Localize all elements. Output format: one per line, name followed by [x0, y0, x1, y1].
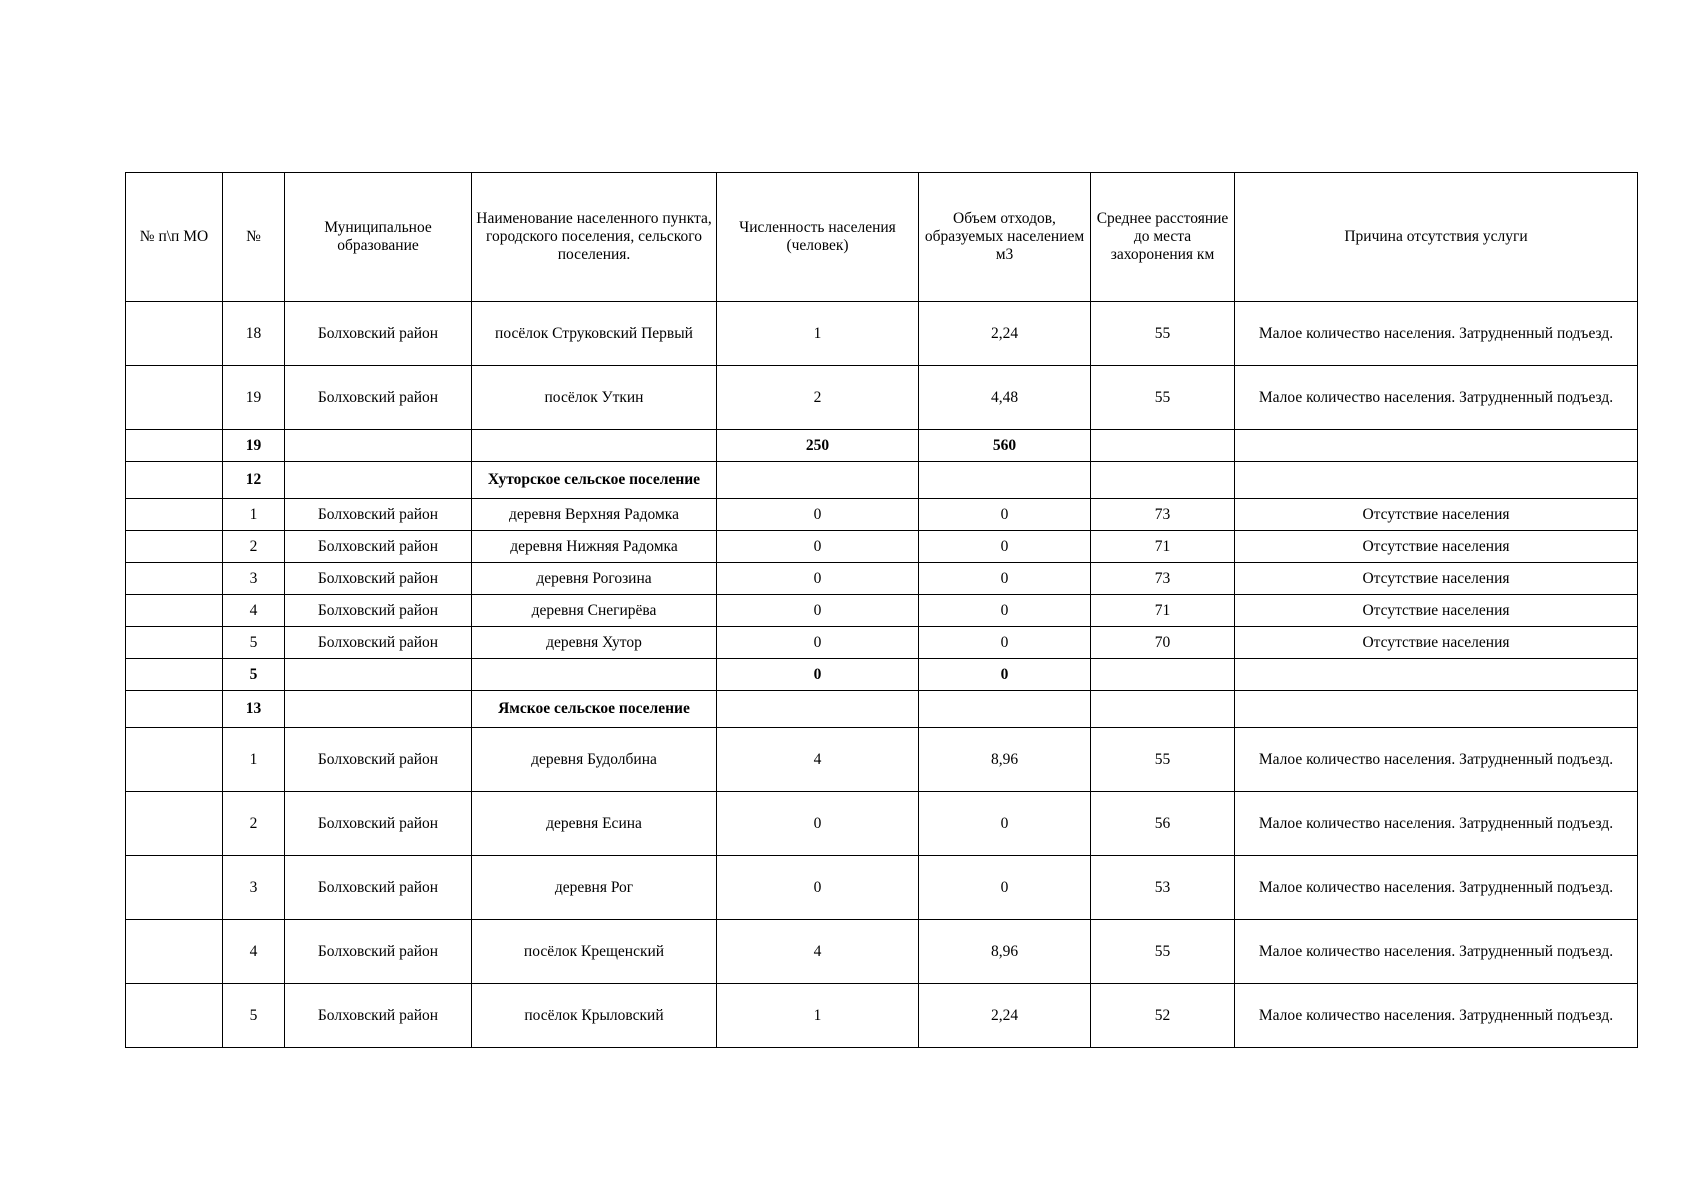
table-row	[126, 627, 1638, 659]
cell-settlement: посёлок Крыловский	[472, 984, 717, 1048]
table-row	[126, 595, 1638, 627]
table-row	[126, 302, 1638, 366]
cell-reason: Отсутствие населения	[1235, 595, 1638, 627]
cell-reason: Отсутствие населения	[1235, 499, 1638, 531]
cell-distance: 73	[1091, 563, 1235, 595]
cell-settlement: Ямское сельское поселение	[472, 691, 717, 728]
cell-mo-number	[126, 627, 223, 659]
cell-number: 1	[223, 499, 285, 531]
cell-number: 19	[223, 366, 285, 430]
cell-settlement: деревня Есина	[472, 792, 717, 856]
cell-population: 4	[717, 728, 919, 792]
cell-municipality: Болховский район	[285, 531, 472, 563]
cell-municipality: Болховский район	[285, 984, 472, 1048]
cell-reason: Малое количество населения. Затрудненный подъезд.	[1235, 792, 1638, 856]
cell-distance	[1091, 430, 1235, 462]
cell-distance: 55	[1091, 366, 1235, 430]
cell-reason	[1235, 462, 1638, 499]
cell-waste-volume: 2,24	[919, 984, 1091, 1048]
cell-number: 5	[223, 627, 285, 659]
cell-municipality: Болховский район	[285, 627, 472, 659]
cell-municipality: Болховский район	[285, 499, 472, 531]
cell-waste-volume: 4,48	[919, 366, 1091, 430]
cell-reason: Малое количество населения. Затрудненный подъезд.	[1235, 302, 1638, 366]
cell-mo-number	[126, 691, 223, 728]
section-row	[126, 462, 1638, 499]
cell-number: 12	[223, 462, 285, 499]
cell-mo-number	[126, 430, 223, 462]
cell-waste-volume: 0	[919, 499, 1091, 531]
cell-distance	[1091, 691, 1235, 728]
document-page	[125, 172, 1637, 1048]
table-row	[126, 984, 1638, 1048]
header-number: №	[223, 173, 285, 302]
cell-distance: 70	[1091, 627, 1235, 659]
cell-number: 4	[223, 920, 285, 984]
header-municipality: Муниципальное образование	[285, 173, 472, 302]
cell-mo-number	[126, 984, 223, 1048]
cell-number: 3	[223, 563, 285, 595]
cell-mo-number	[126, 531, 223, 563]
cell-settlement: деревня Снегирёва	[472, 595, 717, 627]
cell-number: 2	[223, 531, 285, 563]
cell-waste-volume: 0	[919, 531, 1091, 563]
cell-distance: 71	[1091, 531, 1235, 563]
cell-municipality: Болховский район	[285, 856, 472, 920]
waste-service-table	[125, 172, 1638, 1048]
cell-mo-number	[126, 659, 223, 691]
subtotal-row	[126, 430, 1638, 462]
subtotal-row	[126, 659, 1638, 691]
cell-population: 0	[717, 563, 919, 595]
cell-waste-volume: 8,96	[919, 920, 1091, 984]
table-row	[126, 531, 1638, 563]
cell-population: 0	[717, 856, 919, 920]
cell-distance: 53	[1091, 856, 1235, 920]
table-row	[126, 856, 1638, 920]
cell-waste-volume: 0	[919, 563, 1091, 595]
cell-settlement: деревня Нижняя Радомка	[472, 531, 717, 563]
cell-waste-volume: 0	[919, 659, 1091, 691]
cell-population	[717, 691, 919, 728]
cell-municipality: Болховский район	[285, 792, 472, 856]
cell-settlement: деревня Будолбина	[472, 728, 717, 792]
cell-number: 18	[223, 302, 285, 366]
cell-municipality: Болховский район	[285, 920, 472, 984]
cell-mo-number	[126, 856, 223, 920]
cell-reason: Малое количество населения. Затрудненный подъезд.	[1235, 920, 1638, 984]
cell-population: 0	[717, 531, 919, 563]
cell-distance: 55	[1091, 920, 1235, 984]
cell-waste-volume: 2,24	[919, 302, 1091, 366]
cell-mo-number	[126, 499, 223, 531]
header-reason: Причина отсутствия услуги	[1235, 173, 1638, 302]
cell-mo-number	[126, 563, 223, 595]
section-row	[126, 691, 1638, 728]
cell-number: 19	[223, 430, 285, 462]
cell-number: 1	[223, 728, 285, 792]
cell-mo-number	[126, 462, 223, 499]
cell-number: 3	[223, 856, 285, 920]
cell-waste-volume: 8,96	[919, 728, 1091, 792]
cell-waste-volume	[919, 462, 1091, 499]
cell-mo-number	[126, 728, 223, 792]
cell-population: 0	[717, 627, 919, 659]
cell-settlement	[472, 659, 717, 691]
cell-number: 4	[223, 595, 285, 627]
cell-reason: Малое количество населения. Затрудненный подъезд.	[1235, 856, 1638, 920]
cell-population: 1	[717, 302, 919, 366]
cell-municipality: Болховский район	[285, 728, 472, 792]
table-row	[126, 728, 1638, 792]
cell-mo-number	[126, 366, 223, 430]
cell-distance: 56	[1091, 792, 1235, 856]
cell-mo-number	[126, 595, 223, 627]
cell-population: 4	[717, 920, 919, 984]
cell-number: 5	[223, 984, 285, 1048]
cell-distance	[1091, 659, 1235, 691]
cell-population: 0	[717, 792, 919, 856]
cell-municipality: Болховский район	[285, 302, 472, 366]
cell-population: 0	[717, 659, 919, 691]
cell-number: 13	[223, 691, 285, 728]
cell-waste-volume: 0	[919, 627, 1091, 659]
cell-settlement: деревня Хутор	[472, 627, 717, 659]
cell-number: 5	[223, 659, 285, 691]
cell-mo-number	[126, 302, 223, 366]
cell-population: 0	[717, 499, 919, 531]
cell-mo-number	[126, 920, 223, 984]
header-waste-volume: Объем отходов, образуемых населением м3	[919, 173, 1091, 302]
cell-population: 2	[717, 366, 919, 430]
cell-population	[717, 462, 919, 499]
cell-reason: Отсутствие населения	[1235, 531, 1638, 563]
cell-settlement: деревня Рог	[472, 856, 717, 920]
cell-reason: Малое количество населения. Затрудненный подъезд.	[1235, 984, 1638, 1048]
cell-settlement: деревня Верхняя Радомка	[472, 499, 717, 531]
cell-population: 0	[717, 595, 919, 627]
cell-distance: 55	[1091, 728, 1235, 792]
cell-waste-volume: 560	[919, 430, 1091, 462]
cell-municipality	[285, 462, 472, 499]
header-settlement-name: Наименование населенного пункта, городского поселения, сельского поселения.	[472, 173, 717, 302]
cell-reason	[1235, 691, 1638, 728]
table-row	[126, 792, 1638, 856]
cell-municipality: Болховский район	[285, 563, 472, 595]
header-population: Численность населения (человек)	[717, 173, 919, 302]
cell-distance: 71	[1091, 595, 1235, 627]
cell-waste-volume: 0	[919, 856, 1091, 920]
cell-municipality	[285, 430, 472, 462]
cell-reason: Малое количество населения. Затрудненный подъезд.	[1235, 366, 1638, 430]
cell-distance: 55	[1091, 302, 1235, 366]
cell-reason: Малое количество населения. Затрудненный подъезд.	[1235, 728, 1638, 792]
cell-waste-volume	[919, 691, 1091, 728]
header-row	[126, 173, 1638, 302]
cell-settlement: Хуторское сельское поселение	[472, 462, 717, 499]
table-row	[126, 366, 1638, 430]
table-body	[126, 302, 1638, 1048]
cell-reason: Отсутствие населения	[1235, 563, 1638, 595]
cell-population: 1	[717, 984, 919, 1048]
cell-reason: Отсутствие населения	[1235, 627, 1638, 659]
cell-population: 250	[717, 430, 919, 462]
cell-municipality: Болховский район	[285, 366, 472, 430]
cell-municipality: Болховский район	[285, 595, 472, 627]
header-mo-number: № п\п МО	[126, 173, 223, 302]
cell-settlement: деревня Рогозина	[472, 563, 717, 595]
cell-municipality	[285, 659, 472, 691]
cell-settlement: посёлок Струковский Первый	[472, 302, 717, 366]
cell-distance: 52	[1091, 984, 1235, 1048]
cell-reason	[1235, 659, 1638, 691]
cell-municipality	[285, 691, 472, 728]
cell-number: 2	[223, 792, 285, 856]
cell-distance: 73	[1091, 499, 1235, 531]
table-row	[126, 563, 1638, 595]
header-distance: Среднее расстояние до места захоронения км	[1091, 173, 1235, 302]
table-row	[126, 920, 1638, 984]
cell-waste-volume: 0	[919, 792, 1091, 856]
cell-distance	[1091, 462, 1235, 499]
table-row	[126, 499, 1638, 531]
cell-settlement: посёлок Уткин	[472, 366, 717, 430]
cell-reason	[1235, 430, 1638, 462]
cell-settlement	[472, 430, 717, 462]
cell-waste-volume: 0	[919, 595, 1091, 627]
cell-mo-number	[126, 792, 223, 856]
cell-settlement: посёлок Крещенский	[472, 920, 717, 984]
table-header	[126, 173, 1638, 302]
